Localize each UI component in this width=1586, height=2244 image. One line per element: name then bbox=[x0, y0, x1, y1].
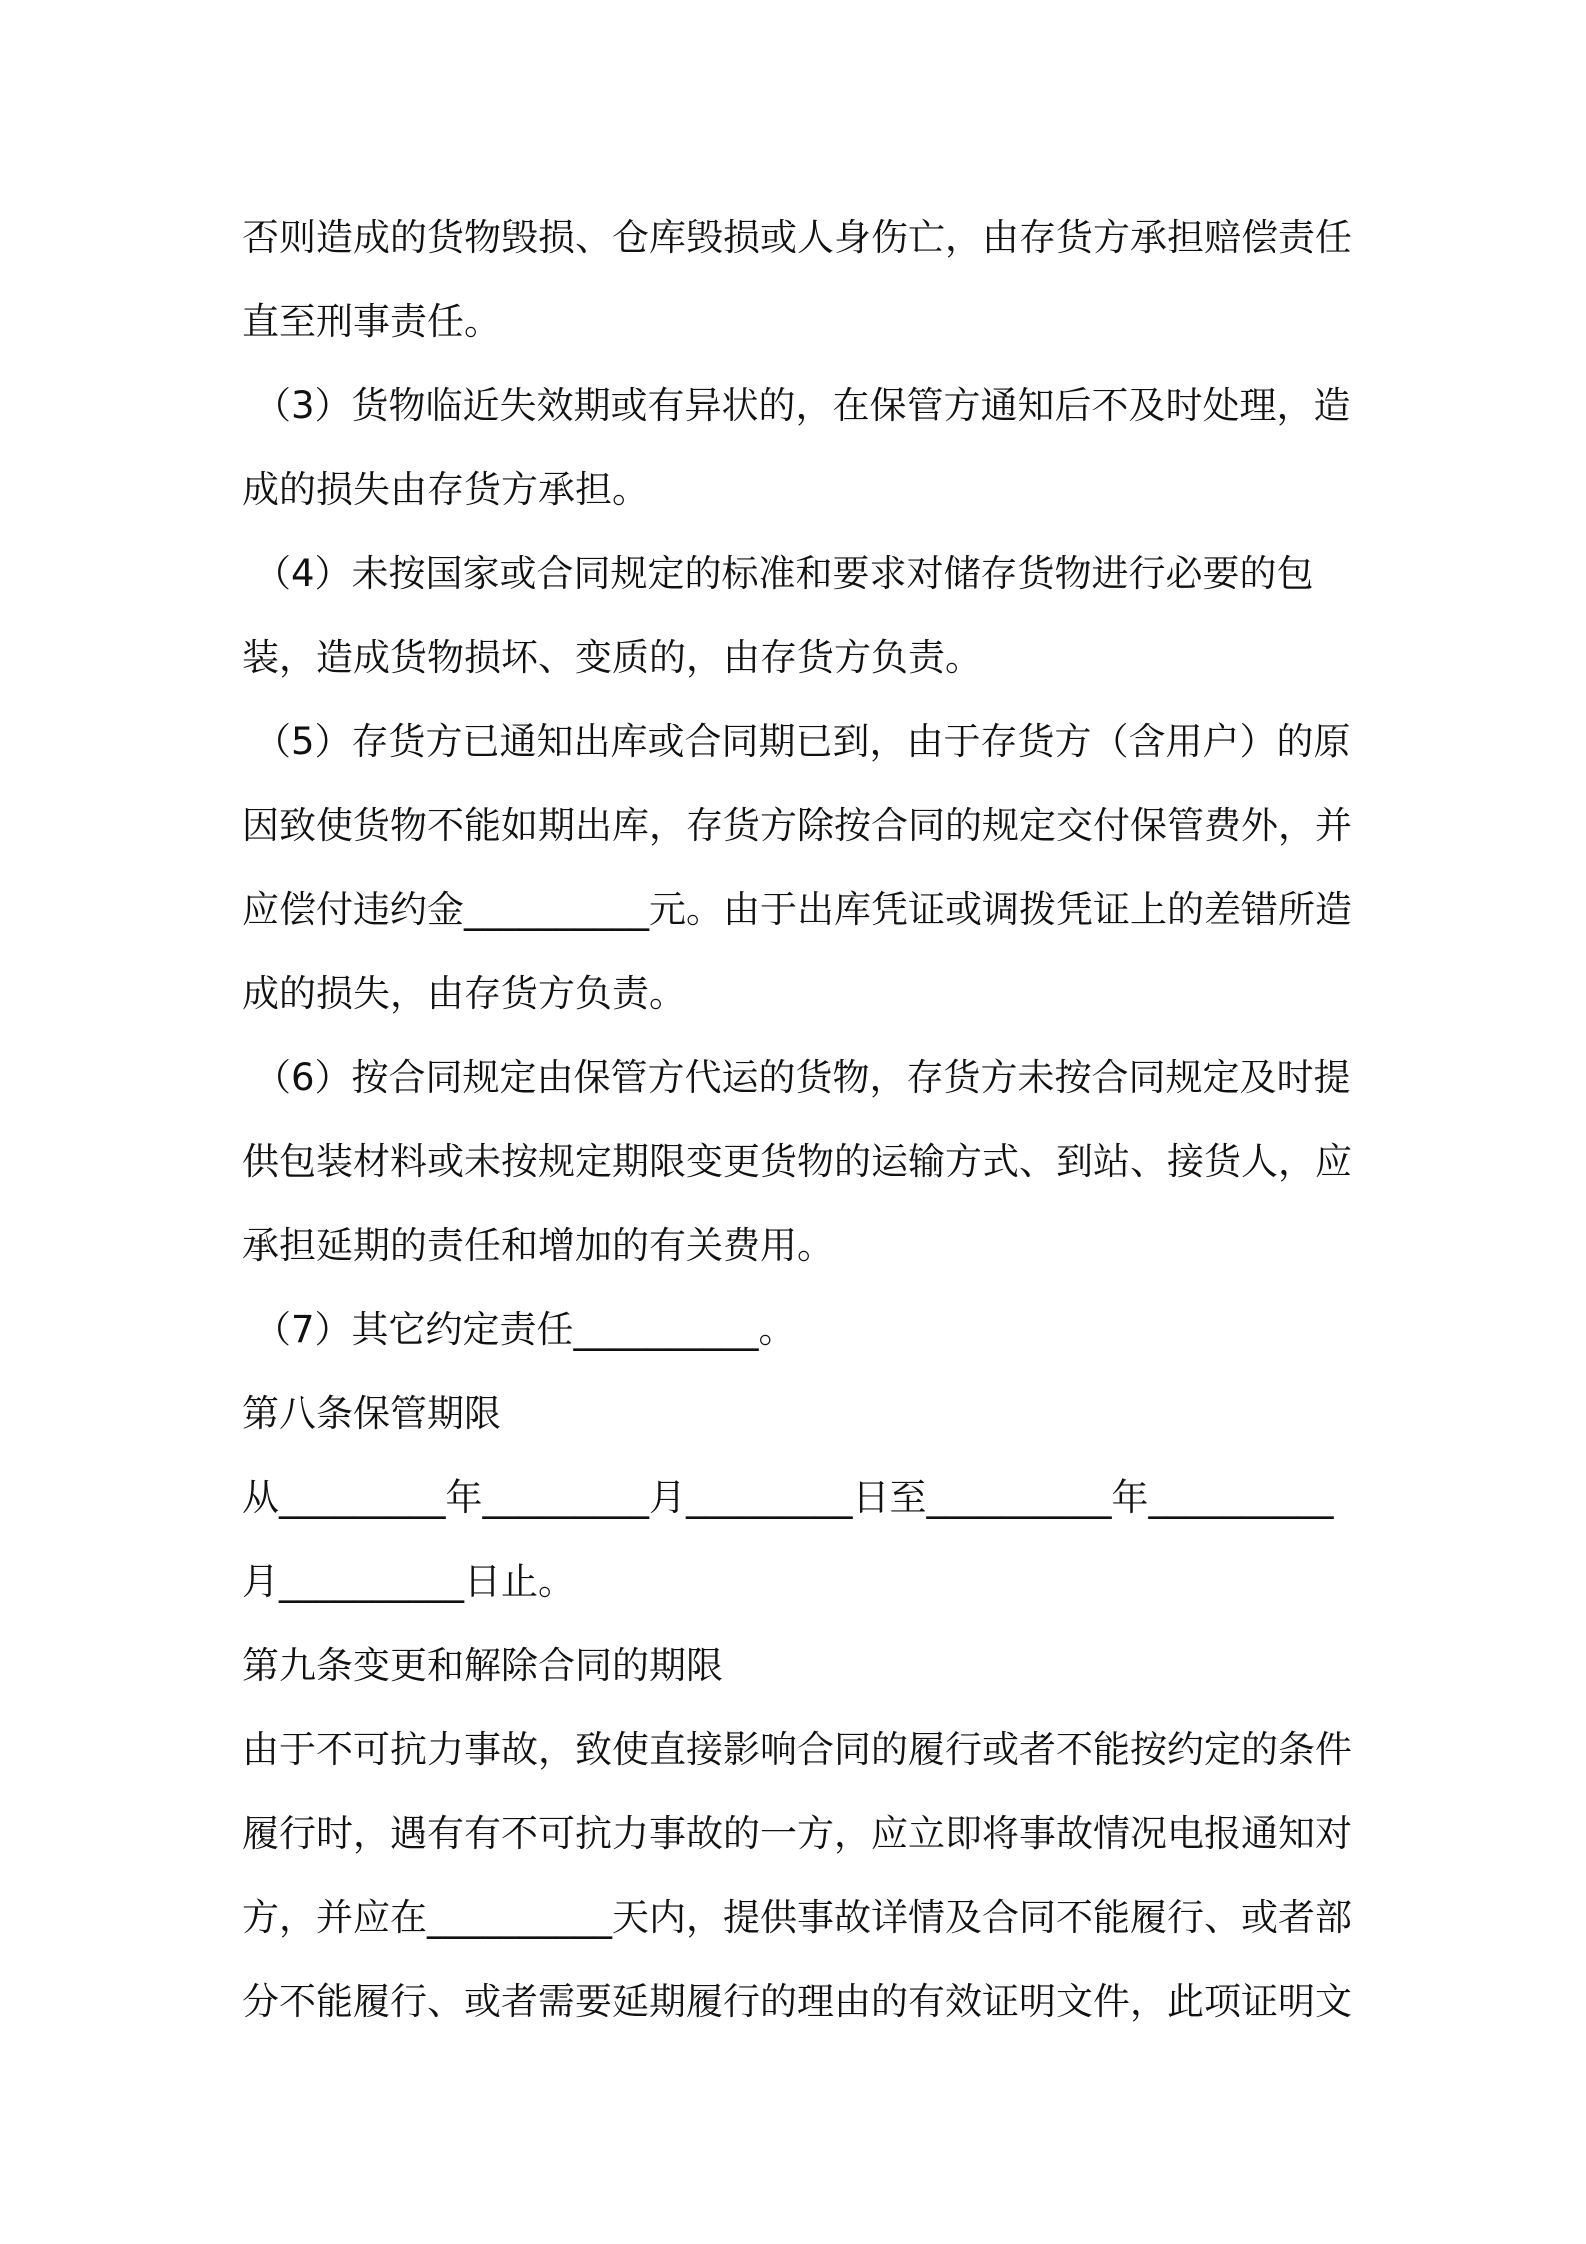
document-body bbox=[242, 196, 1352, 2044]
force-majeure-paragraph: 由于不可抗力事故，致使直接影响合同的履行或者不能按约定的条件履行时，遇有有不可抗力事故的一方，应立即将事故情况电报通知对方，并应在__________天内，提供事故详情及合同不能履行、或者部分不能履行、或者需要延期履行的理由的有效证明文件，此项证明文 bbox=[242, 1728, 1352, 2023]
clause-item-3: （3）货物临近失效期或有异状的，在保管方通知后不及时处理，造成的损失由存货方承担。 bbox=[242, 384, 1351, 511]
article-8-heading: 第八条保管期限 bbox=[242, 1392, 501, 1435]
clause-item-7: （7）其它约定责任__________。 bbox=[254, 1308, 796, 1351]
article-9-heading: 第九条变更和解除合同的期限 bbox=[242, 1644, 723, 1687]
clause-item-6: （6）按合同规定由保管方代运的货物，存货方未按合同规定及时提供包装材料或未按规定期限变更货物的运输方式、到站、接货人，应承担延期的责任和增加的有关费用。 bbox=[242, 1056, 1352, 1267]
clause-item-5: （5）存货方已通知出库或合同期已到，由于存货方（含用户）的原因致使货物不能如期出库，存货方除按合同的规定交付保管费外，并应偿付违约金__________元。由于出库凭证或调拨凭证上的差错所造成的损失，由存货方负责。 bbox=[242, 720, 1352, 1015]
paragraph-liability-continued: 否则造成的货物毁损、仓库毁损或人身伤亡，由存货方承担赔偿责任直至刑事责任。 bbox=[242, 216, 1352, 343]
clause-item-4: （4）未按国家或合同规定的标准和要求对储存货物进行必要的包装，造成货物损坏、变质的，由存货方负责。 bbox=[242, 552, 1314, 679]
storage-period-line: 从_________年_________月_________日至__________年__________月__________日止。 bbox=[242, 1476, 1334, 1603]
